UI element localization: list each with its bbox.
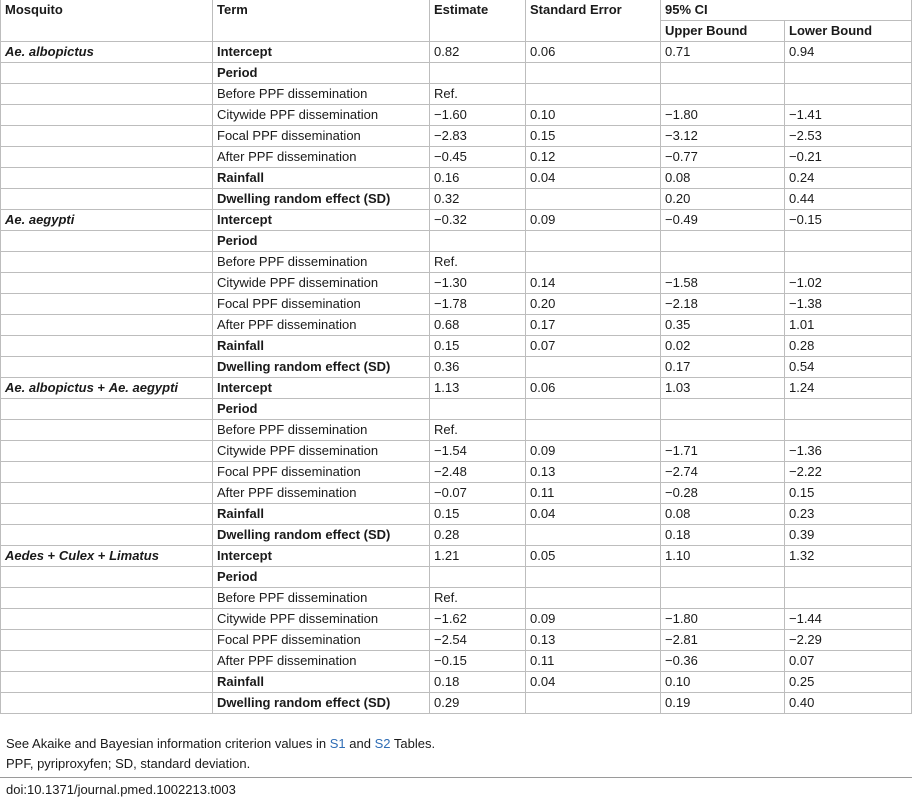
lower-bound-cell: 0.25	[785, 672, 912, 693]
lower-bound-cell: −1.36	[785, 441, 912, 462]
lower-bound-cell: 1.32	[785, 546, 912, 567]
table-row	[1, 63, 912, 84]
link-s2-table[interactable]: S2	[374, 736, 391, 751]
mosquito-cell	[1, 315, 213, 336]
term-cell: Focal PPF dissemination	[213, 294, 430, 315]
estimate-cell	[430, 399, 526, 420]
estimate-cell: 0.18	[430, 672, 526, 693]
mosquito-cell	[1, 105, 213, 126]
upper-bound-cell: −0.77	[661, 147, 785, 168]
estimate-cell	[430, 63, 526, 84]
estimate-cell: 0.82	[430, 42, 526, 63]
estimate-cell: −1.62	[430, 609, 526, 630]
mosquito-cell	[1, 42, 213, 63]
term-cell: Focal PPF dissemination	[213, 126, 430, 147]
lower-bound-cell: −2.29	[785, 630, 912, 651]
table-row	[1, 42, 912, 63]
table-row	[1, 168, 912, 189]
table-row	[1, 609, 912, 630]
term-cell: After PPF dissemination	[213, 315, 430, 336]
estimate-cell: 0.29	[430, 693, 526, 714]
term-cell: Before PPF dissemination	[213, 588, 430, 609]
upper-bound-cell: 0.02	[661, 336, 785, 357]
mosquito-cell	[1, 378, 213, 399]
estimate-cell: −2.48	[430, 462, 526, 483]
lower-bound-cell: 1.01	[785, 315, 912, 336]
upper-bound-cell: 0.08	[661, 504, 785, 525]
estimate-cell: −1.30	[430, 273, 526, 294]
estimate-cell: Ref.	[430, 588, 526, 609]
term-cell: Rainfall	[213, 672, 430, 693]
estimate-cell: −0.32	[430, 210, 526, 231]
estimate-cell: −0.15	[430, 651, 526, 672]
footnote-prefix: See Akaike and Bayesian information criterion values in	[6, 736, 330, 751]
standard-error-cell	[526, 63, 661, 84]
header-term: Term	[213, 0, 430, 42]
lower-bound-cell: 0.07	[785, 651, 912, 672]
estimate-cell: 0.16	[430, 168, 526, 189]
mosquito-cell	[1, 567, 213, 588]
mosquito-cell	[1, 504, 213, 525]
estimate-cell	[430, 231, 526, 252]
lower-bound-cell: 0.24	[785, 168, 912, 189]
mosquito-cell	[1, 84, 213, 105]
lower-bound-cell	[785, 567, 912, 588]
standard-error-cell: 0.14	[526, 273, 661, 294]
table-row	[1, 126, 912, 147]
standard-error-cell: 0.17	[526, 315, 661, 336]
footnote	[3, 736, 438, 751]
term-cell: Before PPF dissemination	[213, 420, 430, 441]
term-cell: Before PPF dissemination	[213, 84, 430, 105]
lower-bound-cell: −1.44	[785, 609, 912, 630]
estimate-cell: −1.54	[430, 441, 526, 462]
estimate-cell: −0.07	[430, 483, 526, 504]
lower-bound-cell	[785, 84, 912, 105]
lower-bound-cell: −0.21	[785, 147, 912, 168]
upper-bound-cell	[661, 63, 785, 84]
table-row	[1, 357, 912, 378]
standard-error-cell: 0.05	[526, 546, 661, 567]
upper-bound-cell	[661, 567, 785, 588]
doi-line: doi:10.1371/journal.pmed.1002213.t003	[6, 782, 236, 797]
term-cell: Rainfall	[213, 168, 430, 189]
estimate-cell: Ref.	[430, 84, 526, 105]
lower-bound-cell: 0.23	[785, 504, 912, 525]
term-cell: Citywide PPF dissemination	[213, 609, 430, 630]
estimate-cell: 0.15	[430, 336, 526, 357]
table-row	[1, 105, 912, 126]
table-row	[1, 336, 912, 357]
mosquito-name-part: Ae. aegypti	[108, 380, 179, 395]
term-cell: Intercept	[213, 210, 430, 231]
table-row	[1, 273, 912, 294]
mosquito-cell	[1, 630, 213, 651]
standard-error-cell: 0.13	[526, 630, 661, 651]
mosquito-cell	[1, 273, 213, 294]
upper-bound-cell: 0.10	[661, 672, 785, 693]
estimate-cell: 1.13	[430, 378, 526, 399]
lower-bound-cell: 0.15	[785, 483, 912, 504]
standard-error-cell: 0.09	[526, 609, 661, 630]
standard-error-cell	[526, 420, 661, 441]
standard-error-cell: 0.10	[526, 105, 661, 126]
lower-bound-cell: −0.15	[785, 210, 912, 231]
term-cell: Dwelling random effect (SD)	[213, 693, 430, 714]
term-cell: Period	[213, 231, 430, 252]
upper-bound-cell: 0.71	[661, 42, 785, 63]
header-estimate: Estimate	[430, 0, 526, 42]
lower-bound-cell	[785, 399, 912, 420]
table-row	[1, 630, 912, 651]
standard-error-cell: 0.04	[526, 168, 661, 189]
term-cell: Dwelling random effect (SD)	[213, 189, 430, 210]
standard-error-cell: 0.09	[526, 210, 661, 231]
mosquito-cell	[1, 588, 213, 609]
estimate-cell: −2.54	[430, 630, 526, 651]
table-row	[1, 525, 912, 546]
mosquito-name-part: Ae. aegypti	[5, 212, 75, 227]
lower-bound-cell	[785, 252, 912, 273]
term-cell: Dwelling random effect (SD)	[213, 525, 430, 546]
standard-error-cell: 0.11	[526, 651, 661, 672]
term-cell: Rainfall	[213, 336, 430, 357]
mosquito-name-part: Culex	[58, 548, 95, 563]
term-cell: Intercept	[213, 378, 430, 399]
term-cell: Period	[213, 63, 430, 84]
term-cell: Dwelling random effect (SD)	[213, 357, 430, 378]
standard-error-cell: 0.20	[526, 294, 661, 315]
mosquito-cell	[1, 546, 213, 567]
lower-bound-cell: −2.53	[785, 126, 912, 147]
table-row	[1, 399, 912, 420]
table-row	[1, 672, 912, 693]
standard-error-cell	[526, 357, 661, 378]
table-row	[1, 420, 912, 441]
estimate-cell: 0.32	[430, 189, 526, 210]
mosquito-cell	[1, 126, 213, 147]
mosquito-name-part: +	[94, 548, 110, 563]
standard-error-cell: 0.13	[526, 462, 661, 483]
upper-bound-cell	[661, 231, 785, 252]
divider	[0, 777, 912, 778]
header-lower-bound: Lower Bound	[785, 21, 912, 42]
upper-bound-cell: 0.35	[661, 315, 785, 336]
upper-bound-cell: 0.08	[661, 168, 785, 189]
term-cell: Intercept	[213, 42, 430, 63]
table-row	[1, 693, 912, 714]
upper-bound-cell: −2.18	[661, 294, 785, 315]
standard-error-cell	[526, 567, 661, 588]
table-row	[1, 567, 912, 588]
upper-bound-cell	[661, 84, 785, 105]
term-cell: After PPF dissemination	[213, 147, 430, 168]
mosquito-cell	[1, 525, 213, 546]
lower-bound-cell	[785, 63, 912, 84]
term-cell: Focal PPF dissemination	[213, 462, 430, 483]
upper-bound-cell: −0.36	[661, 651, 785, 672]
term-cell: Intercept	[213, 546, 430, 567]
upper-bound-cell: −2.74	[661, 462, 785, 483]
table-body	[1, 42, 912, 714]
estimate-cell: 1.21	[430, 546, 526, 567]
mosquito-cell	[1, 357, 213, 378]
estimate-cell: −1.60	[430, 105, 526, 126]
mosquito-cell	[1, 63, 213, 84]
lower-bound-cell: 1.24	[785, 378, 912, 399]
standard-error-cell: 0.06	[526, 42, 661, 63]
upper-bound-cell: 0.17	[661, 357, 785, 378]
lower-bound-cell: −1.02	[785, 273, 912, 294]
mosquito-name-part: Ae. albopictus	[5, 380, 94, 395]
standard-error-cell: 0.07	[526, 336, 661, 357]
upper-bound-cell: −1.80	[661, 105, 785, 126]
standard-error-cell	[526, 252, 661, 273]
abbreviations: PPF, pyriproxyfen; SD, standard deviation.	[6, 756, 251, 771]
estimate-cell: 0.36	[430, 357, 526, 378]
standard-error-cell	[526, 189, 661, 210]
table-row	[1, 378, 912, 399]
header-mosquito: Mosquito	[1, 0, 213, 42]
upper-bound-cell: 0.18	[661, 525, 785, 546]
table-row	[1, 294, 912, 315]
lower-bound-cell: −1.41	[785, 105, 912, 126]
term-cell: After PPF dissemination	[213, 651, 430, 672]
header-upper-bound: Upper Bound	[661, 21, 785, 42]
table-row	[1, 147, 912, 168]
table-row	[1, 189, 912, 210]
term-cell: Citywide PPF dissemination	[213, 273, 430, 294]
lower-bound-cell: 0.40	[785, 693, 912, 714]
term-cell: Period	[213, 567, 430, 588]
mosquito-cell	[1, 168, 213, 189]
lower-bound-cell: 0.28	[785, 336, 912, 357]
mosquito-cell	[1, 609, 213, 630]
mosquito-cell	[1, 483, 213, 504]
mosquito-cell	[1, 462, 213, 483]
estimate-cell: −1.78	[430, 294, 526, 315]
lower-bound-cell: 0.94	[785, 42, 912, 63]
estimate-cell	[430, 567, 526, 588]
upper-bound-cell	[661, 252, 785, 273]
standard-error-cell: 0.11	[526, 483, 661, 504]
upper-bound-cell: −1.71	[661, 441, 785, 462]
table-row	[1, 252, 912, 273]
mosquito-name-part: +	[44, 548, 59, 563]
mosquito-cell	[1, 147, 213, 168]
upper-bound-cell: −0.49	[661, 210, 785, 231]
term-cell: After PPF dissemination	[213, 483, 430, 504]
term-cell: Citywide PPF dissemination	[213, 105, 430, 126]
upper-bound-cell: 1.10	[661, 546, 785, 567]
estimate-cell: 0.68	[430, 315, 526, 336]
table-row	[1, 546, 912, 567]
table-row	[1, 588, 912, 609]
header-row	[1, 0, 912, 21]
mosquito-cell	[1, 231, 213, 252]
lower-bound-cell: 0.44	[785, 189, 912, 210]
upper-bound-cell	[661, 399, 785, 420]
upper-bound-cell: 0.20	[661, 189, 785, 210]
standard-error-cell: 0.15	[526, 126, 661, 147]
table-row	[1, 315, 912, 336]
table-row	[1, 210, 912, 231]
mosquito-name-part: Aedes	[5, 548, 45, 563]
footnote-suffix: Tables.	[390, 736, 436, 751]
upper-bound-cell: −0.28	[661, 483, 785, 504]
standard-error-cell	[526, 525, 661, 546]
mosquito-name-part: Ae. albopictus	[5, 44, 94, 59]
lower-bound-cell: 0.54	[785, 357, 912, 378]
lower-bound-cell	[785, 588, 912, 609]
standard-error-cell: 0.06	[526, 378, 661, 399]
table-row	[1, 651, 912, 672]
table-row	[1, 441, 912, 462]
standard-error-cell: 0.12	[526, 147, 661, 168]
term-cell: Focal PPF dissemination	[213, 630, 430, 651]
upper-bound-cell: −3.12	[661, 126, 785, 147]
header-standard-error: Standard Error	[526, 0, 661, 42]
lower-bound-cell: −1.38	[785, 294, 912, 315]
standard-error-cell: 0.09	[526, 441, 661, 462]
table-row	[1, 504, 912, 525]
term-cell: Before PPF dissemination	[213, 252, 430, 273]
mosquito-cell	[1, 441, 213, 462]
term-cell: Citywide PPF dissemination	[213, 441, 430, 462]
upper-bound-cell: −2.81	[661, 630, 785, 651]
estimate-cell: Ref.	[430, 252, 526, 273]
upper-bound-cell: 1.03	[661, 378, 785, 399]
lower-bound-cell: −2.22	[785, 462, 912, 483]
lower-bound-cell	[785, 420, 912, 441]
mosquito-cell	[1, 210, 213, 231]
table-row	[1, 483, 912, 504]
standard-error-cell: 0.04	[526, 504, 661, 525]
upper-bound-cell: −1.58	[661, 273, 785, 294]
header-95ci: 95% CI	[661, 0, 912, 21]
estimate-cell: Ref.	[430, 420, 526, 441]
estimate-cell: −0.45	[430, 147, 526, 168]
table-row	[1, 84, 912, 105]
estimate-cell: 0.28	[430, 525, 526, 546]
standard-error-cell	[526, 693, 661, 714]
estimate-cell: −2.83	[430, 126, 526, 147]
mosquito-cell	[1, 189, 213, 210]
lower-bound-cell: 0.39	[785, 525, 912, 546]
standard-error-cell: 0.04	[526, 672, 661, 693]
upper-bound-cell	[661, 420, 785, 441]
link-s1-table[interactable]: S1	[329, 736, 346, 751]
mosquito-name-part: +	[93, 380, 109, 395]
mosquito-cell	[1, 399, 213, 420]
mosquito-name-part: Limatus	[109, 548, 159, 563]
upper-bound-cell	[661, 588, 785, 609]
mosquito-cell	[1, 693, 213, 714]
mosquito-cell	[1, 336, 213, 357]
upper-bound-cell: −1.80	[661, 609, 785, 630]
term-cell: Rainfall	[213, 504, 430, 525]
table-row	[1, 462, 912, 483]
lower-bound-cell	[785, 231, 912, 252]
mosquito-cell	[1, 651, 213, 672]
mosquito-cell	[1, 672, 213, 693]
mosquito-cell	[1, 420, 213, 441]
term-cell: Period	[213, 399, 430, 420]
upper-bound-cell: 0.19	[661, 693, 785, 714]
standard-error-cell	[526, 231, 661, 252]
estimate-cell: 0.15	[430, 504, 526, 525]
mosquito-cell	[1, 294, 213, 315]
standard-error-cell	[526, 399, 661, 420]
table-row	[1, 231, 912, 252]
standard-error-cell	[526, 588, 661, 609]
mosquito-cell	[1, 252, 213, 273]
footnote-mid: and	[345, 736, 375, 751]
standard-error-cell	[526, 84, 661, 105]
